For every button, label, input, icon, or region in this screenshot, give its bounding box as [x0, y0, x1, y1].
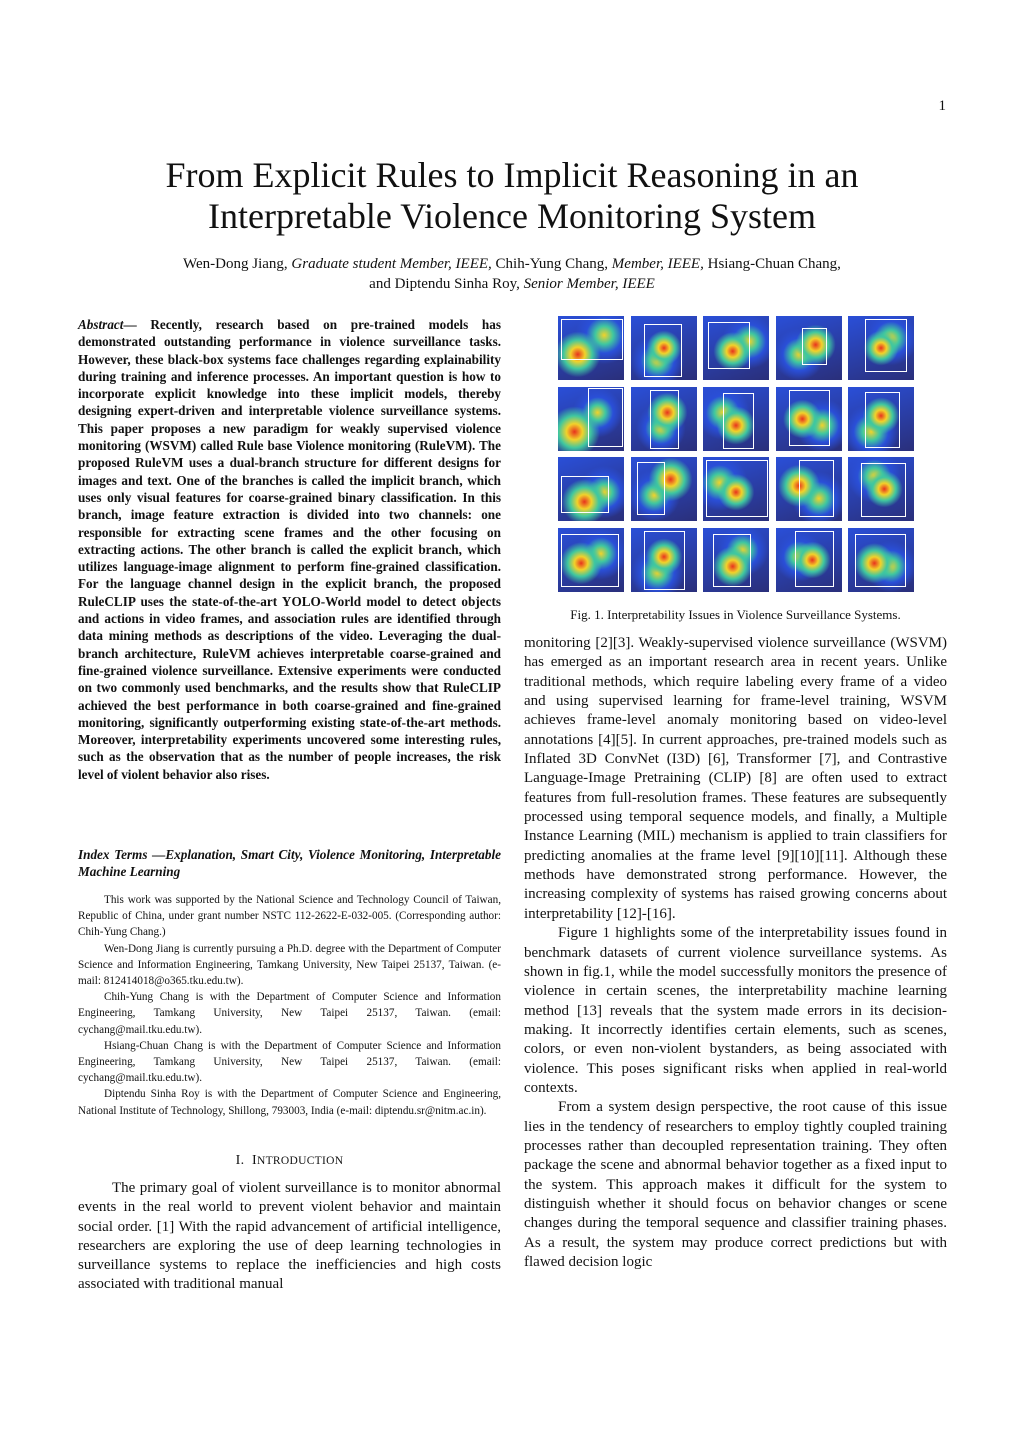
- detection-box: [588, 388, 623, 448]
- detection-box: [708, 322, 750, 369]
- detection-box: [865, 392, 900, 448]
- detection-box: [561, 534, 619, 587]
- detection-box: [795, 531, 833, 587]
- heatmap-thumbnail: [848, 316, 914, 380]
- heatmap-thumbnail: [631, 387, 697, 451]
- author-line-1: [80, 254, 944, 274]
- heatmap-thumbnail: [776, 457, 842, 521]
- heatmap-thumbnail: [848, 457, 914, 521]
- detection-box: [789, 390, 831, 446]
- footnote-author-3: Hsiang-Chuan Chang is with the Department of Computer Science and Information Engineering, Tamkang University, New Taipei 25137, Taiwan. (email: cychang@mail.tku.edu.tw).: [78, 1039, 501, 1085]
- heatmap-thumbnail: [776, 387, 842, 451]
- section-heading-introduction: [78, 1153, 501, 1169]
- abstract: [78, 316, 501, 783]
- detection-box: [644, 324, 682, 377]
- footnote-funding: This work was supported by the National Science and Technology Council of Taiwan, Republic of China, under grant number NSTC 112-2622-E-032-005. (Corresponding author: Chih-Yung Chang.): [78, 894, 501, 939]
- author-4-role: Senior Member, IEEE: [523, 276, 655, 292]
- detection-box: [706, 460, 767, 516]
- author-line-2: [80, 274, 944, 294]
- heatmap-thumbnail: [703, 316, 769, 380]
- footnote-author-1: Wen-Dong Jiang is currently pursuing a Ph.D. degree with the Department of Computer Science and Information Engineering, Tamkang University, New Taipei 25137, Taiwan. (e-mail: 812414018@o365.tku.edu.tw).: [78, 942, 501, 988]
- detection-box: [650, 390, 678, 450]
- figure-caption: Fig. 1. Interpretability Issues in Violence Surveillance Systems.: [570, 607, 901, 622]
- heatmap-thumbnail: [703, 528, 769, 592]
- paragraph-system-design: From a system design perspective, the root cause of this issue lies in the tendency of researchers to employ tightly coupled training processes rather than decoupled representation training. They often package the scene and abnormal behavior together as a fixed input to the system. This approach makes it difficult for the system to distinguish whether it should focus on behavior changes or scene changes during the temporal sequence and classifier training phases. As a result, the system may produce correct predictions but with flawed decision logic: [524, 1099, 947, 1270]
- footnotes: [78, 892, 501, 1119]
- detection-box: [637, 462, 665, 515]
- author-3-name: Hsiang-Chuan Chang,: [707, 256, 841, 272]
- detection-box: [723, 393, 755, 449]
- section-number: I.: [235, 1153, 245, 1168]
- index-terms: Index Terms —Explanation, Smart City, Violence Monitoring, Interpretable Machine Learning: [78, 847, 501, 880]
- paragraph-monitoring: monitoring [2][3]. Weakly-supervised violence surveillance (WSVM) has emerged as an important research area in recent years. Unlike traditional methods, which require labeling every frame of a video and using supervised learning for frame-level training, WSVM achieves frame-level anomaly monitoring based on video-level annotations [4][5]. In current approaches, pre-trained models such as Inflated 3D ConvNet (I3D) [6], Transformer [7], and Contrastive Language-Image Pretraining (CLIP) [8] are often used to extract features from full-resolution frames. These features are subsequently processed using temporal sequence models, and finally, a Multiple Instance Learning (MIL) mechanism is applied to train classifiers for predicting anomalies at the frame level [9][10][11]. Although these methods have demonstrated strong performance. However, the increasing complexity of systems has raised growing concerns about interpretability [12]-[16].: [524, 635, 947, 922]
- detection-box: [644, 531, 686, 591]
- detection-box: [865, 319, 908, 372]
- heatmap-thumbnail: [848, 387, 914, 451]
- heatmap-thumbnail: [703, 457, 769, 521]
- intro-paragraph: The primary goal of violent surveillance is to monitor abnormal events in the real world to prevent violent behavior and maintain social order. [1] With the rapid advancement of artificial intelligence, researchers are exploring the use of deep learning technologies in surveillance systems to replace the inefficiencies and high costs associated with traditional manual: [78, 1180, 501, 1293]
- author-list: [80, 254, 944, 294]
- heatmap-thumbnail: [558, 387, 624, 451]
- heatmap-thumbnail: [631, 528, 697, 592]
- heatmap-thumbnail: [631, 316, 697, 380]
- detection-box: [561, 476, 609, 513]
- heatmap-thumbnail: [631, 457, 697, 521]
- abstract-label: Abstract: [78, 317, 124, 332]
- section-first-letter: I: [252, 1153, 257, 1168]
- heatmap-thumbnail: [558, 457, 624, 521]
- detection-box: [561, 319, 622, 359]
- detection-box: [861, 463, 906, 516]
- abstract-text: — Recently, research based on pre-trained models has demonstrated outstanding performance in violence surveillance tasks. However, these black-box systems face challenges regarding explainability during training and inference processes. An important question is how to incorporate explicit knowledge into these implicit models, thereby designing expert-driven and interpretable violence surveillance systems. This paper proposes a new paradigm for weakly supervised violence monitoring (WSVM) called Rule base Violence monitoring (RuleVM). The proposed RuleVM uses a dual-branch structure for different designs for images and text. One of the branches is called the implicit branch, which uses only visual features for coarse-grained binary classification. In this branch, image feature extraction is divided into two channels: one responsible for extracting scene frames and the other focusing on extracting actions. The other branch is called the explicit branch, which utilizes language-image alignment to perform fine-grained classification. For the language channel design in the explicit branch, the proposed RuleCLIP uses the state-of-the-art YOLO-World model to detect objects and actions in video frames, and association rules are identified through data mining methods as descriptions of the video. Leveraging the dual-branch architecture, RuleVM achieves interpretable coarse-grained and fine-grained violence surveillance. Extensive experiments were conducted on two commonly used benchmarks, and the results show that RuleCLIP achieved the best performance in both coarse-grained and fine-grained monitoring, significantly outperforming existing state-of-the-art methods. Moreover, interpretability experiments uncovered some interesting rules, such as the observation that as the number of people increases, the risk level of violent behavior also rises.: [78, 317, 501, 782]
- heatmap-thumbnail: [703, 387, 769, 451]
- heatmap-thumbnail: [558, 316, 624, 380]
- footnote-author-4: Diptendu Sinha Roy is with the Department of Computer Science and Engineering, National Institute of Technology, Shillong, 793003, India (e-mail: diptendu.sr@nitm.ac.in).: [78, 1088, 501, 1117]
- heatmap-thumbnail: [558, 528, 624, 592]
- title-line-1: From Explicit Rules to Implicit Reasoning in an: [165, 155, 859, 195]
- author-4-name: and Diptendu Sinha Roy,: [369, 276, 520, 292]
- footnote-author-2: Chih-Yung Chang is with the Department of Computer Science and Information Engineering, Tamkang University, New Taipei 25137, Taiwan. (email: cychang@mail.tku.edu.tw).: [78, 991, 501, 1036]
- heatmap-thumbnail: [776, 528, 842, 592]
- detection-box: [855, 534, 907, 587]
- detection-box: [799, 460, 834, 516]
- author-2-role: Member, IEEE,: [611, 256, 704, 272]
- author-2-name: Chih-Yung Chang,: [495, 256, 609, 272]
- detection-box: [802, 328, 827, 365]
- paragraph-figure-1: Figure 1 highlights some of the interpretability issues found in benchmark datasets of current violence surveillance systems. As shown in fig.1, while the model successfully monitors the presence of violence in certain scenes, the interpretability machine learning method [13] reveals that the system made errors in its decision-making. It incorrectly identifies certain elements, such as scenes, colors, or even non-violent bystanders, as being associated with violence. This poses significant risks when applied in real-world contexts.: [524, 925, 947, 1096]
- title-line-2: Interpretable Violence Monitoring System: [207, 196, 817, 236]
- section-rest: NTRODUCTION: [256, 1155, 344, 1167]
- heatmap-thumbnail: [848, 528, 914, 592]
- figure-1-heatmap-grid: [558, 316, 914, 594]
- right-column-text: [524, 634, 947, 1272]
- author-1-name: Wen-Dong Jiang,: [183, 256, 288, 272]
- heatmap-thumbnail: [776, 316, 842, 380]
- paper-title: [60, 155, 964, 237]
- detection-box: [713, 534, 751, 587]
- page-number: 1: [938, 98, 946, 114]
- author-1-role: Graduate student Member, IEEE,: [291, 256, 492, 272]
